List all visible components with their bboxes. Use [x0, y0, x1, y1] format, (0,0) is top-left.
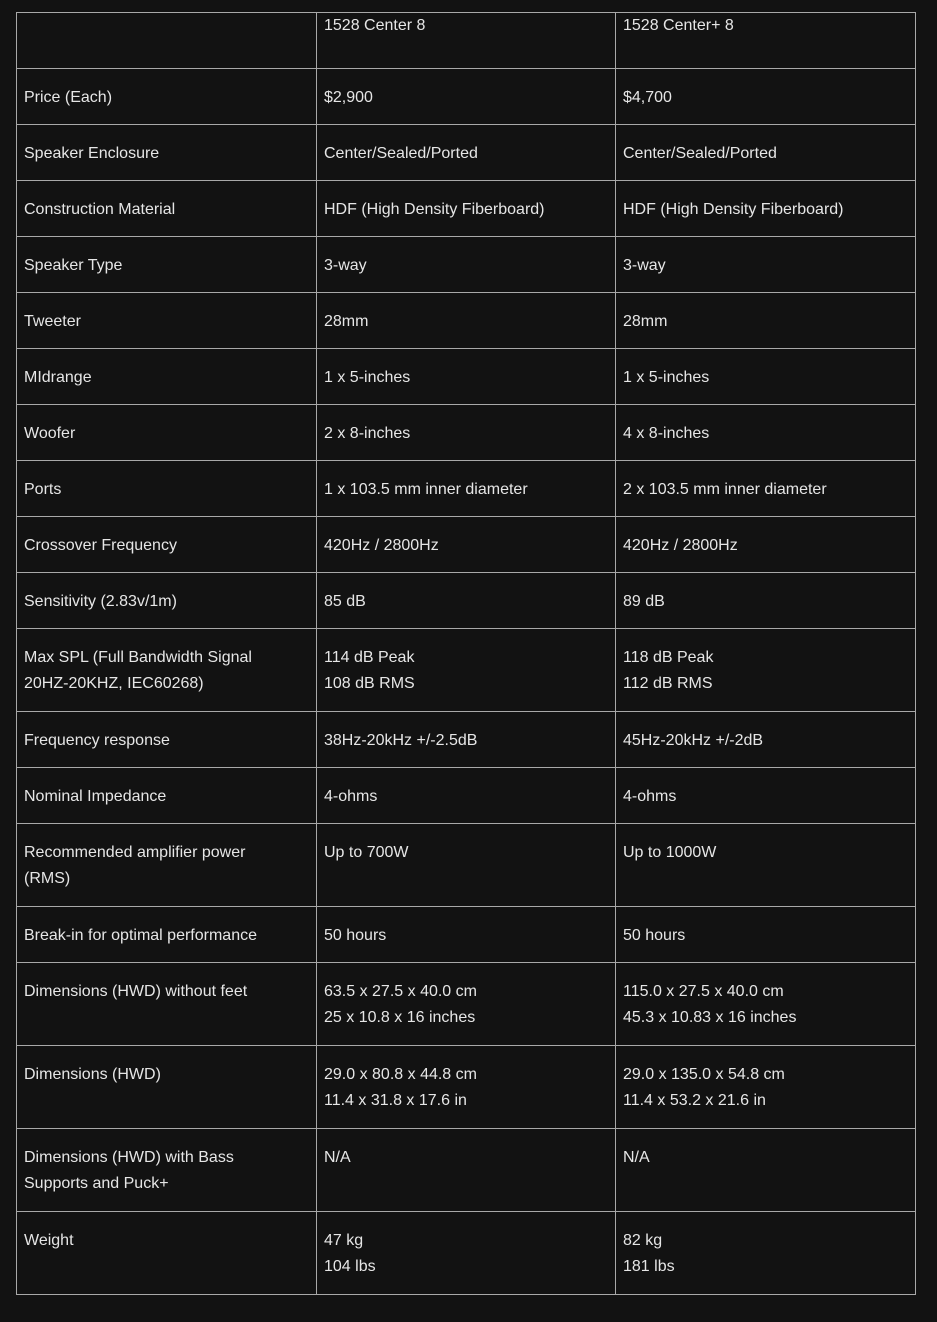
- row-label: MIdrange: [17, 349, 317, 405]
- row-value-model-1: 1 x 5-inches: [317, 349, 616, 405]
- row-value-model-2: 29.0 x 135.0 x 54.8 cm 11.4 x 53.2 x 21.6 in: [616, 1046, 916, 1129]
- table-row: [17, 768, 916, 824]
- row-value-model-2: 82 kg 181 lbs: [616, 1212, 916, 1295]
- row-value-model-1: 3-way: [317, 237, 616, 293]
- row-label: Price (Each): [17, 69, 317, 125]
- row-label: Speaker Enclosure: [17, 125, 317, 181]
- row-value-model-1: 47 kg 104 lbs: [317, 1212, 616, 1295]
- table-row: [17, 963, 916, 1046]
- table-row: [17, 69, 916, 125]
- table-row: [17, 824, 916, 907]
- row-value-model-2: 3-way: [616, 237, 916, 293]
- table-row: [17, 629, 916, 712]
- row-value-model-1: Up to 700W: [317, 824, 616, 907]
- row-value-model-1: 63.5 x 27.5 x 40.0 cm 25 x 10.8 x 16 inches: [317, 963, 616, 1046]
- row-value-model-1: 85 dB: [317, 573, 616, 629]
- table-row: [17, 573, 916, 629]
- header-model-1: 1528 Center 8: [317, 13, 616, 69]
- row-value-model-2: 118 dB Peak 112 dB RMS: [616, 629, 916, 712]
- table-row: [17, 181, 916, 237]
- row-value-model-1: 38Hz-20kHz +/-2.5dB: [317, 712, 616, 768]
- row-value-model-2: 28mm: [616, 293, 916, 349]
- row-value-model-2: 4 x 8-inches: [616, 405, 916, 461]
- table-row: [17, 237, 916, 293]
- row-label: Recommended amplifier power (RMS): [17, 824, 317, 907]
- row-value-model-1: 4-ohms: [317, 768, 616, 824]
- row-label: Construction Material: [17, 181, 317, 237]
- row-value-model-2: 89 dB: [616, 573, 916, 629]
- spec-comparison-table: [16, 12, 916, 1295]
- row-label: Sensitivity (2.83v/1m): [17, 573, 317, 629]
- row-value-model-2: HDF (High Density Fiberboard): [616, 181, 916, 237]
- row-value-model-1: 114 dB Peak 108 dB RMS: [317, 629, 616, 712]
- row-value-model-2: 2 x 103.5 mm inner diameter: [616, 461, 916, 517]
- row-value-model-2: Up to 1000W: [616, 824, 916, 907]
- table-row: [17, 1046, 916, 1129]
- table-row: [17, 1212, 916, 1295]
- table-row: [17, 349, 916, 405]
- row-label: Weight: [17, 1212, 317, 1295]
- row-value-model-1: 1 x 103.5 mm inner diameter: [317, 461, 616, 517]
- row-value-model-1: 29.0 x 80.8 x 44.8 cm 11.4 x 31.8 x 17.6 in: [317, 1046, 616, 1129]
- table-row: [17, 125, 916, 181]
- row-value-model-1: 2 x 8-inches: [317, 405, 616, 461]
- row-label: Nominal Impedance: [17, 768, 317, 824]
- row-value-model-2: N/A: [616, 1129, 916, 1212]
- row-value-model-1: $2,900: [317, 69, 616, 125]
- row-label: Frequency response: [17, 712, 317, 768]
- header-empty-cell: [17, 13, 317, 69]
- row-value-model-1: Center/Sealed/Ported: [317, 125, 616, 181]
- table-row: [17, 517, 916, 573]
- row-label: Break-in for optimal performance: [17, 907, 317, 963]
- header-model-2: 1528 Center+ 8: [616, 13, 916, 69]
- row-value-model-2: 115.0 x 27.5 x 40.0 cm 45.3 x 10.83 x 16 inches: [616, 963, 916, 1046]
- row-value-model-2: 50 hours: [616, 907, 916, 963]
- row-label: Dimensions (HWD): [17, 1046, 317, 1129]
- row-label: Dimensions (HWD) without feet: [17, 963, 317, 1046]
- table-header-row: [17, 13, 916, 69]
- row-label: Woofer: [17, 405, 317, 461]
- row-value-model-1: N/A: [317, 1129, 616, 1212]
- row-value-model-2: 4-ohms: [616, 768, 916, 824]
- table-row: [17, 293, 916, 349]
- table-row: [17, 461, 916, 517]
- table-row: [17, 405, 916, 461]
- table-row: [17, 907, 916, 963]
- row-label: Dimensions (HWD) with Bass Supports and Puck+: [17, 1129, 317, 1212]
- row-value-model-1: 420Hz / 2800Hz: [317, 517, 616, 573]
- row-value-model-2: 45Hz-20kHz +/-2dB: [616, 712, 916, 768]
- row-label: Tweeter: [17, 293, 317, 349]
- row-label: Ports: [17, 461, 317, 517]
- row-label: Speaker Type: [17, 237, 317, 293]
- row-value-model-1: HDF (High Density Fiberboard): [317, 181, 616, 237]
- table-row: [17, 1129, 916, 1212]
- row-value-model-2: Center/Sealed/Ported: [616, 125, 916, 181]
- row-value-model-2: $4,700: [616, 69, 916, 125]
- table-row: [17, 712, 916, 768]
- row-value-model-1: 28mm: [317, 293, 616, 349]
- row-value-model-2: 420Hz / 2800Hz: [616, 517, 916, 573]
- row-value-model-1: 50 hours: [317, 907, 616, 963]
- row-label: Crossover Frequency: [17, 517, 317, 573]
- row-label: Max SPL (Full Bandwidth Signal 20HZ-20KHZ, IEC60268): [17, 629, 317, 712]
- row-value-model-2: 1 x 5-inches: [616, 349, 916, 405]
